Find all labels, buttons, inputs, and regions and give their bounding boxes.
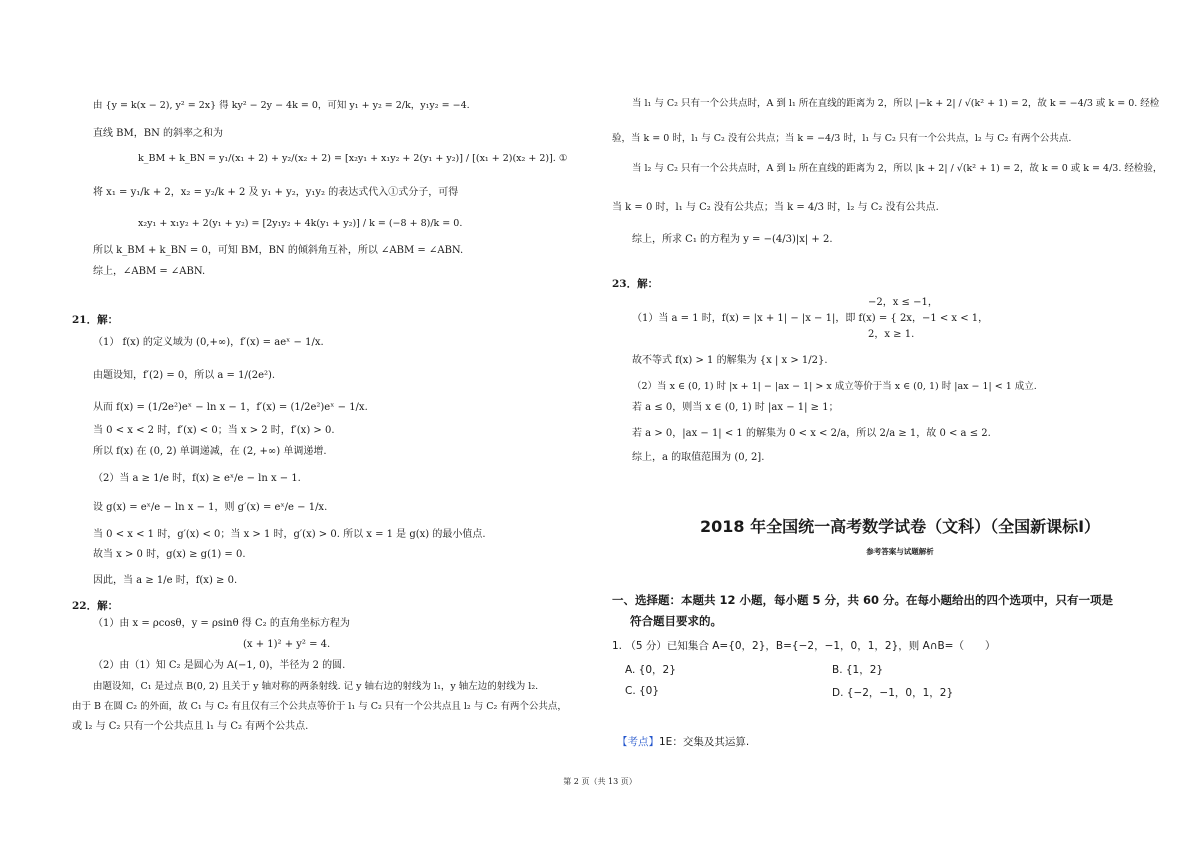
q22-part1-convert: （1）由 x = ρcosθ，y = ρsinθ 得 C₂ 的直角坐标方程为 [93,618,350,629]
q22-case-l1: 当 l₁ 与 C₂ 只有一个公共点时，A 到 l₁ 所在直线的距离为 2，所以 |−k + 2| / √(k² + 1) = 2，故 k = −4/3 或 k = 0. 经检 [632,98,1160,109]
q22-circle-equation: (x + 1)² + y² = 4. [243,639,331,650]
exam-title: 2018 年全国统一高考数学试卷（文科）（全国新课标Ⅰ） [699,517,1101,536]
q23-range: 综上，a 的取值范围为 (0, 2]. [632,452,765,463]
q1-stem: 1. （5 分）已知集合 A={0，2}，B={−2，−1，0，1，2}，则 A∩B=（ ） [612,640,996,652]
q23-piecewise-def: （1）当 a = 1 时，f(x) = |x + 1| − |x − 1|，即 f(x) = { 2x，−1 < x < 1， [632,313,989,324]
q21-g-nonneg: 故当 x > 0 时，g(x) ≥ g(1) = 0. [93,549,246,560]
q22-case-l2: 当 l₂ 与 C₂ 只有一个公共点时，A 到 l₂ 所在直线的距离为 2，所以 |k + 2| / √(k² + 1) = 2，故 k = 0 或 k = 4/3. 经检验， [632,163,1163,174]
q20-conclusion-line: 所以 k_BM + k_BN = 0，可知 BM，BN 的倾斜角互补，所以 ∠ABM = ∠ABN. [93,245,464,256]
kaodian-text: 1E：交集及其运算. [659,736,750,748]
q21-g-min-point: 当 0 < x < 1 时，g′(x) < 0；当 x > 1 时，g′(x) > 0. 所以 x = 1 是 g(x) 的最小值点. [93,529,486,540]
q1-option-a: A. {0，2} [625,664,676,676]
exam-subtitle: 参考答案与试题解析 [866,547,934,556]
q22-case-l2-check: 当 k = 0 时，l₁ 与 C₂ 没有公共点；当 k = 4/3 时，l₂ 与 C₂ 没有公共点. [612,202,939,213]
section1-heading-cont: 符合题目要求的。 [630,614,722,628]
q20-summary: 综上，∠ABM = ∠ABN. [93,266,206,277]
page-footer: 第 2 页（共 13 页） [563,777,637,786]
q21-part1-domain: （1） f(x) 的定义域为 (0,+∞)，f′(x) = aeˣ − 1/x. [93,337,324,348]
q21-monotonicity: 所以 f(x) 在 (0, 2) 单调递减，在 (2, +∞) 单调递增. [93,446,327,457]
section1-heading: 一、选择题：本题共 12 小题，每小题 5 分，共 60 分。在每小题给出的四个选项中，只有一项是 [612,593,1114,607]
q23-piece-1: −2，x ≤ −1， [868,297,938,308]
q22-part2-circle: （2）由（1）知 C₂ 是圆心为 A(−1, 0)，半径为 2 的圆. [93,660,346,671]
q20-slope-sum-formula: k_BM + k_BN = y₁/(x₁ + 2) + y₂/(x₂ + 2) = [x₂y₁ + x₁y₂ + 2(y₁ + y₂)] / [(x₁ + 2)(x₂ + 2)]. ① [138,153,568,164]
q23-solution-set: 故不等式 f(x) > 1 的解集为 {x | x > 1/2}. [632,355,828,366]
q21-define-g: 设 g(x) = eˣ/e − ln x − 1，则 g′(x) = eˣ/e − 1/x. [93,502,328,513]
q21-part2-bound: （2）当 a ≥ 1/e 时，f(x) ≥ eˣ/e − ln x − 1. [93,473,301,484]
q22-equivalence-alt: 或 l₂ 与 C₂ 只有一个公共点且 l₁ 与 C₂ 有两个公共点. [72,721,309,732]
q20-substitution-line: 将 x₁ = y₁/k + 2，x₂ = y₂/k + 2 及 y₁ + y₂，y₁y₂ 的表达式代入①式分子，可得 [93,187,459,198]
q23-heading: 23．解： [612,278,659,290]
kaodian-tag: 【考点】 [617,736,659,748]
q22-equivalence: 由于 B 在圆 C₂ 的外面，故 C₁ 与 C₂ 有且仅有三个公共点等价于 l₁ 与 C₂ 只有一个公共点且 l₂ 与 C₂ 有两个公共点， [72,701,567,712]
q21-sign-analysis: 当 0 < x < 2 时，f′(x) < 0；当 x > 2 时，f′(x) > 0. [93,425,335,436]
q1-option-b: B. {1，2} [832,664,884,676]
q1-kaodian [617,734,749,749]
q22-final-equation: 综上，所求 C₁ 的方程为 y = −(4/3)|x| + 2. [632,234,833,245]
q1-option-d: D. {−2，−1，0，1，2} [832,687,954,699]
q22-heading: 22．解： [72,600,119,612]
q1-option-c: C. {0} [625,685,660,697]
q21-function-form: 从而 f(x) = (1/2e²)eˣ − ln x − 1，f′(x) = (1/2e²)eˣ − 1/x. [93,402,368,413]
q20-numerator-zero: x₂y₁ + x₁y₂ + 2(y₁ + y₂) = [2y₁y₂ + 4k(y₁ + y₂)] / k = (−8 + 8)/k = 0. [138,218,463,229]
q21-final: 因此，当 a ≥ 1/e 时，f(x) ≥ 0. [93,575,238,586]
q23-part2-equivalence: （2）当 x ∈ (0, 1) 时 |x + 1| − |ax − 1| > x 成立等价于当 x ∈ (0, 1) 时 |ax − 1| < 1 成立. [632,381,1037,392]
q22-case-l1-check: 验，当 k = 0 时，l₁ 与 C₂ 没有公共点；当 k = −4/3 时，l₁ 与 C₂ 只有一个公共点，l₂ 与 C₂ 有两个公共点. [612,133,1072,144]
q21-heading: 21．解： [72,314,119,326]
q23-case-a-pos: 若 a > 0，|ax − 1| < 1 的解集为 0 < x < 2/a，所以 2/a ≥ 1，故 0 < a ≤ 2. [632,428,991,439]
q23-case-a-nonpos: 若 a ≤ 0，则当 x ∈ (0, 1) 时 |ax − 1| ≥ 1； [632,402,839,413]
q23-piece-3: 2，x ≥ 1. [868,329,915,340]
q20-slope-intro: 直线 BM，BN 的斜率之和为 [93,128,224,139]
q21-derivative-zero: 由题设知，f′(2) = 0，所以 a = 1/(2e²). [93,370,276,381]
q20-system-line: 由 {y = k(x − 2), y² = 2x} 得 ky² − 2y − 4k = 0，可知 y₁ + y₂ = 2/k，y₁y₂ = −4. [93,100,470,111]
q22-rays-definition: 由题设知，C₁ 是过点 B(0, 2) 且关于 y 轴对称的两条射线. 记 y 轴右边的射线为 l₁，y 轴左边的射线为 l₂. [93,681,539,692]
